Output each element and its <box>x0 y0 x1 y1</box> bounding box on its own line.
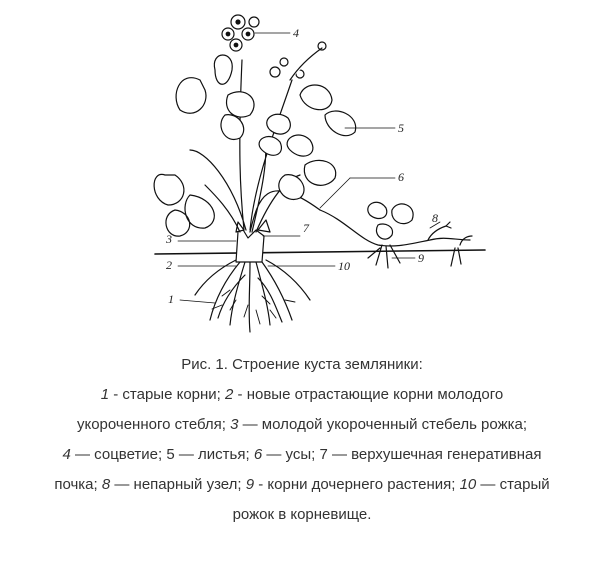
label-num-3: 3 <box>230 416 239 433</box>
callout-2: 2 <box>166 258 172 272</box>
caption-text: — старый <box>476 476 550 493</box>
callout-8: 8 <box>432 211 438 225</box>
caption-text: укороченного стебля; <box>76 416 231 433</box>
caption-text: почка; <box>54 476 102 493</box>
caption-text: — непарный узел; <box>110 476 246 493</box>
caption-line-2 <box>0 380 604 410</box>
callout-6: 6 <box>398 170 404 184</box>
label-num-1: 1 <box>100 386 110 403</box>
callout-3: 3 <box>166 232 172 246</box>
label-num-10: 10 <box>459 476 477 493</box>
callout-9: 9 <box>418 251 424 265</box>
ground-line <box>155 250 485 254</box>
caption-text: — усы; 7 — верхушечная генеративная <box>262 446 542 463</box>
label-num-2: 2 <box>225 386 234 403</box>
flower-cluster <box>270 42 326 80</box>
label-num-4: 4 <box>62 446 71 463</box>
crown <box>236 228 264 262</box>
caption-title: Рис. 1. Строение куста земляники: <box>181 356 423 373</box>
callout-7: 7 <box>303 221 309 235</box>
caption-text: — молодой укороченный стебель рожка; <box>238 416 528 433</box>
caption-line-3 <box>0 410 604 440</box>
callout-10: 10 <box>338 259 350 273</box>
label-num-9: 9 <box>245 476 255 493</box>
caption-text: - новые отрастающие корни молодого <box>233 386 504 403</box>
label-num-6: 6 <box>253 446 263 463</box>
caption-line-5 <box>0 470 604 500</box>
inflorescence <box>222 15 259 51</box>
leaves <box>154 55 356 236</box>
callout-1: 1 <box>168 292 174 306</box>
caption-line-4 <box>0 440 604 470</box>
caption-text: — соцветие; 5 — листья; <box>70 446 254 463</box>
label-num-8: 8 <box>101 476 111 493</box>
caption-line-6: рожок в корневище. <box>232 506 372 523</box>
caption-text: - корни дочернего растения; <box>254 476 460 493</box>
callout-4: 4 <box>293 26 299 40</box>
callout-5: 5 <box>398 121 404 135</box>
old-roots <box>195 260 310 332</box>
figure-caption <box>0 350 604 530</box>
runner-node <box>428 222 472 266</box>
caption-text: - старые корни; <box>109 386 226 403</box>
